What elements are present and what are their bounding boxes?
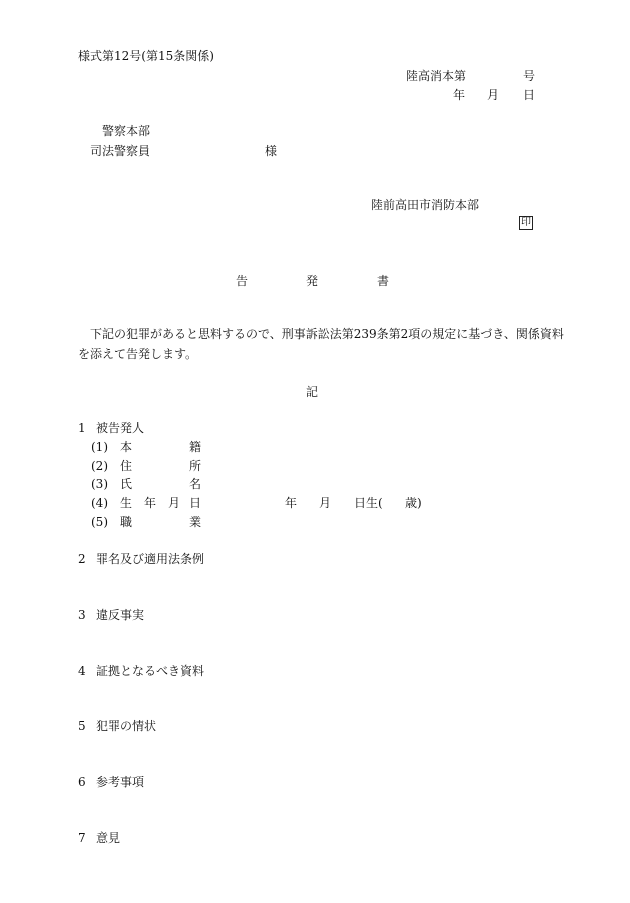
sub-item-label-a: 職	[120, 515, 133, 529]
age: 歳)	[405, 496, 422, 510]
sub-item-label-a: 氏	[120, 477, 133, 491]
sub-item-label-a: 生 年 月	[120, 496, 181, 510]
birth-year: 年	[285, 496, 298, 510]
body-line-1: 下記の犯罪があると思料するので、刑事訴訟法第239条第2項の規定に基づき、関係資料	[90, 327, 564, 341]
section-label: 参考事項	[96, 775, 145, 789]
section-number: 5	[78, 719, 86, 733]
title-char-1: 告	[236, 274, 249, 288]
seal-box: 印	[521, 217, 531, 228]
birth-month: 月	[319, 496, 332, 510]
sub-item-label-b: 籍	[189, 440, 202, 454]
section-1-label: 被告発人	[96, 421, 145, 435]
section-number: 3	[78, 608, 86, 622]
section-1-number: 1	[78, 421, 86, 435]
body-line-2: を添えて告発します。	[78, 347, 198, 361]
body-paragraph	[78, 324, 564, 364]
sub-item-label-b: 所	[189, 459, 202, 473]
date-month: 月	[487, 88, 500, 102]
section-label: 罪名及び適用法条例	[96, 552, 205, 566]
sub-item-label-b: 業	[189, 515, 202, 529]
addressee-org: 警察本部	[102, 124, 151, 138]
sub-item-number: (5)	[91, 515, 108, 529]
form-number: 様式第12号(第15条関係)	[78, 49, 214, 63]
title-char-2: 発	[306, 274, 319, 288]
sender-name: 陸前高田市消防本部	[371, 198, 480, 212]
section-number: 2	[78, 552, 86, 566]
document-number-prefix: 陸高消本第	[406, 69, 467, 83]
title-char-3: 書	[377, 274, 390, 288]
section-number: 7	[78, 831, 86, 845]
sub-item-label-a: 住	[120, 459, 133, 473]
birth-day: 日生(	[354, 496, 383, 510]
addressee-officer: 司法警察員	[90, 144, 151, 158]
sub-item-number: (3)	[91, 477, 108, 491]
ki-heading: 記	[306, 385, 319, 399]
section-label: 証拠となるべき資料	[96, 664, 205, 678]
date-year: 年	[453, 88, 466, 102]
sub-item-label-b: 日	[189, 496, 202, 510]
date-day: 日	[523, 88, 536, 102]
document-number-suffix: 号	[523, 69, 536, 83]
section-number: 4	[78, 664, 86, 678]
addressee-honorific: 様	[265, 144, 278, 158]
sub-item-number: (1)	[91, 440, 108, 454]
section-label: 犯罪の情状	[96, 719, 157, 733]
section-label: 意見	[96, 831, 121, 845]
sub-item-number: (2)	[91, 459, 108, 473]
sub-item-label-b: 名	[189, 477, 202, 491]
sub-item-number: (4)	[91, 496, 108, 510]
sub-item-label-a: 本	[120, 440, 133, 454]
section-label: 違反事実	[96, 608, 145, 622]
section-number: 6	[78, 775, 86, 789]
